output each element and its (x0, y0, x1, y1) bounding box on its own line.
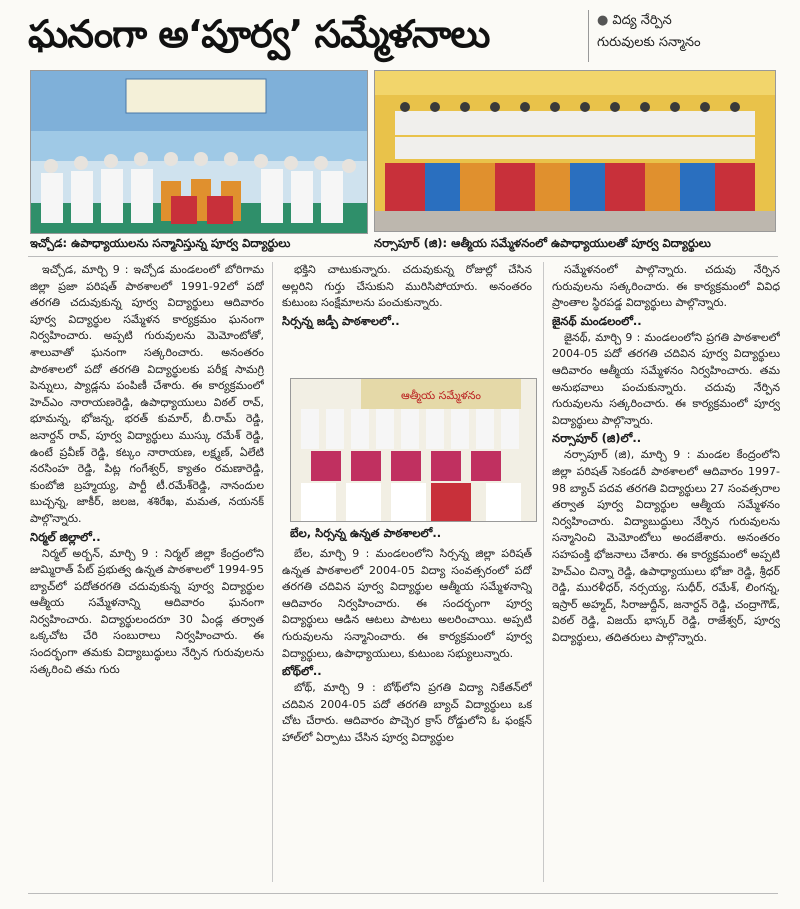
col1-paragraph-2: నిర్మల్ అర్బన్, మార్చి 9 : నిర్మల్ జిల్లా కేంద్రంలోని జుమ్మిరాత్ పేట్ ప్రభుత్వ ఉన్నత పాఠశాలలో 1994-95 బ్యాచ్‌లో పదోతరగతి చదువుకున్న పూర్వ విద్యార్థుల ఆత్మీయ సమ్మేళనాన్ని ఆదివారం ఘనంగా నిర్వహించారు. విద్యార్థులందరూ 30 ఏండ్ల తర్వాత ఒక్కచోట చేరి సంబురాలు నిర్వహించారు. ఈ సందర్భంగా తమకు విద్యాబుద్ధులు నేర్పిన గురువులను సత్కరించి తమ గురు (30, 546, 264, 676)
col2-paragraph-3: బోథ్, మార్చి 9 : బోథ్‌లోని ప్రగతి విద్యా నికేతన్‌లో చదివిన 2004-05 పదో తరగతి బ్యాచ్ విద్యార్థులు ఒక చోట చేరారు. ఆదివారం పొచ్చెర క్రాస్ రోడ్డులోని ఓ ఫంక్షన్ హాల్‌లో ఏర్పాటు చేసిన పూర్వ విద్యార్థుల (282, 681, 532, 744)
caption-narsapur: నర్సాపూర్ (జి): ఆత్మీయ సమ్మేళనంలో ఉపాధ్యాయులతో పూర్వ విద్యార్థులు (374, 236, 711, 250)
rule-bottom (28, 893, 778, 894)
photo-narsapur-image (375, 71, 775, 231)
kicker-line1-text: విద్య నేర్పిన (612, 13, 672, 28)
photo-ichoda-image (31, 71, 367, 233)
col3-paragraph-2: జైనథ్, మార్చి 9 : మండలంలోని ప్రగతి పాఠశాలలో 2004-05 పదో తరగతి చదివిన పూర్వ విద్యార్థులు ఆదివారం ఆత్మీయ సమ్మేళనం నిర్వహించారు. తమ అనుభవాలు పంచుకున్నారు. చదువు నేర్పిన గురువులను సత్కరించారు. ఈ కార్యక్రమంలో పూర్వ విద్యార్థులు పాల్గొన్నారు. (552, 330, 780, 427)
col2-subhead-both: బోథ్‌లో.. (282, 664, 322, 679)
column-2-top (282, 262, 532, 374)
photo-ichoda (30, 70, 368, 234)
column-3 (552, 262, 780, 884)
col3-subhead-narsapur: నర్సాపూర్ (జి)లో.. (552, 431, 642, 446)
col3-paragraph-1: సమ్మేళనంలో పాల్గొన్నారు. చదువు నేర్పిన గురువులను సత్కరించారు. ఈ కార్యక్రమంలో వివిధ ప్రాంతాల స్థిరపడ్డ విద్యార్థులు పాల్గొన్నారు. (552, 263, 780, 310)
column-1 (30, 262, 264, 884)
col1-subhead-nirmal: నిర్మల్ జిల్లాలో.. (30, 529, 101, 544)
bullet-icon: ● (597, 13, 609, 28)
column-divider-1 (272, 262, 273, 882)
kicker-line1 (597, 10, 797, 32)
col2-paragraph-1: భక్తిని చాటుకున్నారు. చదువుకున్న రోజుల్లో చేసిన అల్లరిని గుర్తు చేసుకుని మురిసిపోయారు. అనంతరం కుటుంబ సంక్షేమాలను పంచుకున్నారు. (282, 263, 532, 310)
col2-paragraph-2: బేల, మార్చి 9 : మండలంలోని సిర్సన్న జిల్లా పరిషత్ ఉన్నత పాఠశాలలో 2004-05 విద్యా సంవత్సరంలో పదో తరగతి చదివిన పూర్వ విద్యార్థుల ఆత్మీయ సమ్మేళనాన్ని ఆదివారం నిర్వహించారు. ఈ సందర్భంగా పూర్వ విద్యార్థులు ఆడిన ఆటలు పాటలు అలరించాయి. అప్పటి గురువులను సన్మానించారు. ఈ కార్యక్రమంలో పూర్వ విద్యార్థులు, ఉపాధ్యాయులు, కుటుంబ సభ్యులున్నారు. (282, 547, 532, 660)
caption-sirsanna: బేల, సిర్సన్న ఉన్నత పాఠశాలలో.. (290, 526, 442, 540)
kicker (588, 10, 797, 62)
col3-paragraph-3: నర్సాపూర్ (జి), మార్చి 9 : మండల కేంద్రంలోని జిల్లా పరిషత్ సెకండరీ పాఠశాలలో ఆదివారం 1997-98 బ్యాచ్ పదవ తరగతి విద్యార్థులు 27 సంవత్సరాల తర్వాత పూర్వ విద్యార్థుల ఆత్మీయ సమ్మేళనం నిర్వహించారు. విద్యాబుద్ధులు నేర్పిన గురువులను సన్మానించి మెమోంటోలు అందజేశారు. అనంతరం సహపంక్తి భోజనాలు చేశారు. ఈ కార్యక్రమంలో అప్పటి హెచ్‌ఎం చిన్నా రెడ్డి, ఉపాధ్యాయులు భోజా రెడ్డి, శ్రీధర్ రెడ్డి, మురళీధర్, నర్సయ్య, సుధీర్, రమేశ్, లింగన్న, ఇస్రార్ అహ్మద్, సిరాజుద్దీన్, జనార్దన్ రెడ్డి, చంద్రాగౌడ్, విఠల్ రెడ్డి, విజయ్ భాస్కర్ రెడ్డి, రాజేశ్వర్, పూర్వ విద్యార్థులు, తదితరులు పాల్గొన్నారు. (552, 448, 780, 644)
banner-text: ఆత్మీయ సమ్మేళనం (401, 389, 481, 402)
caption-ichoda: ఇచ్చోడ: ఉపాధ్యాయులను సన్మానిస్తున్న పూర్వ విద్యార్థులు (30, 236, 291, 250)
column-divider-2 (543, 262, 544, 882)
kicker-line2: గురువులకు సన్మానం (597, 35, 701, 50)
headline: ఘనంగా అ‘పూర్వ’ సమ్మేళనాలు (28, 12, 490, 56)
column-2-bottom (282, 546, 532, 884)
photo-sirsanna (290, 378, 537, 522)
col2-subhead-sirsanna: సిర్సన్న జడ్పీ పాఠశాలలో.. (282, 313, 400, 328)
photo-sirsanna-image (291, 379, 536, 521)
col3-subhead-jainath: జైనథ్ మండలంలో.. (552, 313, 642, 328)
rule-under-photos (28, 256, 778, 257)
col1-paragraph-1: ఇచ్చోడ, మార్చి 9 : ఇచ్చోడ మండలంలో బోరిగామ జిల్లా ప్రజా పరిషత్ పాఠశాలలో 1991-92లో పదో తరగతి చదువుకున్న పూర్వ విద్యార్థులు ఆదివారం పూర్వ విద్యార్థుల సమ్మేళన కార్యక్రమం ఘనంగా నిర్వహించారు. అప్పటి గురువులను మెమోంటోతో, శాలువాతో ఘనంగా సత్కరించారు. అనంతరం పాఠశాలలో పదో తరగతి విద్యార్థులకు పరీక్ష సామగ్రి పెన్నులు, ప్యాడ్లను పంపిణీ చేశారు. ఈ కార్యక్రమంలో హెచ్‌ఎం నారాయణరెడ్డి, ఉపాధ్యాయులు విఠల్ రావ్, భూమన్న, భోజన్న, భరత్ కుమార్, బీ.రామ్ రెడ్డి, జనార్దన్ రావ్, పూర్వ విద్యార్థులు ముస్కు రమేశ్ రెడ్డి, ఉంటే ప్రవీణ్ రెడ్డి, కట్కం నారాయణ, లక్ష్మణ్, ఏలేటి నరసింహ రెడ్డి, పిట్ల గంగేశ్వర్, క్యాతం రమణారెడ్డి, కుంబోజి బ్రహ్మయ్య, పార్టీ టీ.రమేశ్‌రెడ్డి, నానందుల బుచ్చన్న, జాకీర్, జలజ, శశిరేఖ, మమత, నయనక్ పాల్గొన్నారు. (30, 263, 264, 525)
photo-narsapur (374, 70, 776, 232)
